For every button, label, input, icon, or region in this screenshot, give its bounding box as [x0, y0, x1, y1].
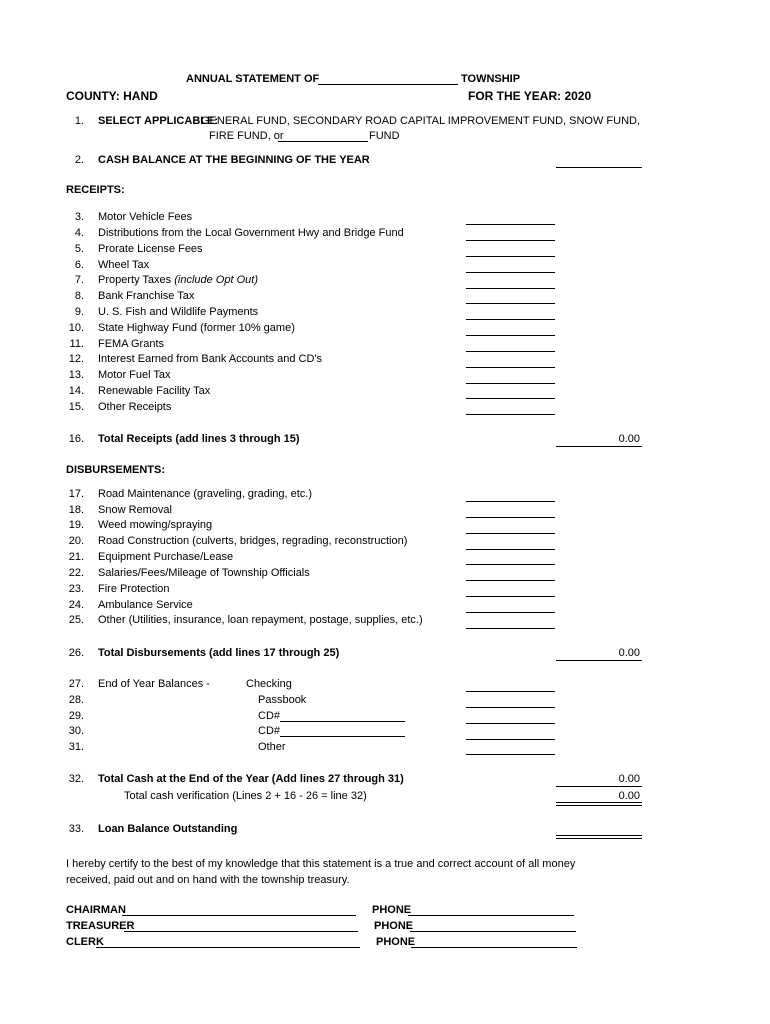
cd-number-field[interactable] — [280, 736, 405, 737]
certification-line-1: I hereby certify to the best of my knowledge that this statement is a true and correct account of all money — [66, 858, 576, 870]
line-number: 33. — [68, 823, 84, 835]
line-number: 11. — [69, 338, 84, 350]
chairman-phone-field[interactable] — [408, 915, 574, 916]
line-label: Bank Franchise Tax — [98, 290, 195, 302]
line-label: Motor Fuel Tax — [98, 369, 171, 381]
line-number: 32. — [68, 773, 84, 785]
line-number: 24. — [68, 599, 84, 611]
line-number: 14. — [68, 385, 84, 397]
clerk-signature-field[interactable] — [96, 947, 360, 948]
line-label — [98, 273, 258, 287]
amount-field[interactable] — [466, 224, 555, 225]
line-label: Other (Utilities, insurance, loan repayment, postage, supplies, etc.) — [98, 614, 423, 626]
amount-field[interactable] — [466, 288, 555, 289]
line-label: Ambulance Service — [98, 599, 193, 611]
line-label-text: Property Taxes — [98, 274, 172, 286]
line-label: Fire Protection — [98, 583, 170, 595]
line-number: 6. — [74, 259, 84, 271]
end-of-year-balances-label: End of Year Balances - — [98, 678, 210, 690]
total-receipts-value: 0.00 — [618, 433, 640, 445]
amount-field[interactable] — [466, 517, 555, 518]
total-disbursements-label: Total Disbursements (add lines 17 through 25) — [98, 647, 340, 659]
township-name-blank[interactable] — [318, 84, 458, 85]
line-label: Equipment Purchase/Lease — [98, 551, 234, 563]
checking-label: Checking — [246, 678, 292, 690]
line-number: 3. — [74, 211, 84, 223]
line-label: Road Construction (culverts, bridges, regrading, reconstruction) — [98, 535, 408, 547]
line-label: Salaries/Fees/Mileage of Township Officials — [98, 567, 310, 579]
amount-field[interactable] — [466, 501, 555, 502]
line-number: 12. — [68, 353, 84, 365]
chairman-phone-label: PHONE — [372, 904, 412, 916]
title-prefix: ANNUAL STATEMENT OF — [186, 73, 320, 85]
passbook-field[interactable] — [466, 707, 555, 708]
amount-field[interactable] — [466, 398, 555, 399]
amount-field[interactable] — [466, 612, 555, 613]
disbursements-heading: DISBURSEMENTS: — [66, 464, 166, 476]
line-number: 23. — [68, 583, 84, 595]
treasurer-phone-field[interactable] — [410, 931, 576, 932]
line-number: 27. — [68, 678, 84, 690]
amount-field[interactable] — [466, 414, 555, 415]
line-label: Motor Vehicle Fees — [98, 211, 193, 223]
line-number: 8. — [74, 290, 84, 302]
fund-suffix: FUND — [369, 130, 400, 142]
cash-balance-label: CASH BALANCE AT THE BEGINNING OF THE YEAR — [98, 154, 370, 166]
line-number: 29. — [68, 710, 84, 722]
amount-field[interactable] — [466, 596, 555, 597]
total-disbursements-underline — [556, 660, 642, 661]
other-field[interactable] — [466, 754, 555, 755]
amount-field[interactable] — [466, 351, 555, 352]
line-number: 2. — [74, 154, 84, 166]
line-number: 7. — [74, 274, 84, 286]
clerk-label: CLERK — [66, 936, 104, 948]
line-label: FEMA Grants — [98, 338, 165, 350]
line-label: State Highway Fund (former 10% game) — [98, 322, 295, 334]
line-number: 28. — [68, 694, 84, 706]
line-label: Renewable Facility Tax — [98, 385, 211, 397]
line-label: Wheel Tax — [98, 259, 150, 271]
checking-field[interactable] — [466, 691, 555, 692]
cash-balance-field[interactable] — [556, 167, 642, 168]
amount-field[interactable] — [466, 628, 555, 629]
certification-line-2: received, paid out and on hand with the township treasury. — [66, 874, 350, 886]
verification-double-underline — [556, 802, 642, 806]
line-number: 19. — [68, 519, 84, 531]
loan-balance-label: Loan Balance Outstanding — [98, 823, 238, 835]
line-label-note: (include Opt Out) — [174, 274, 258, 286]
line-number: 31. — [68, 741, 84, 753]
amount-field[interactable] — [466, 303, 555, 304]
amount-field[interactable] — [466, 335, 555, 336]
title-suffix: TOWNSHIP — [461, 73, 521, 85]
line-label: Other Receipts — [98, 401, 172, 413]
line-number: 1. — [74, 115, 84, 127]
line-number: 22. — [68, 567, 84, 579]
cd-number-field[interactable] — [280, 721, 405, 722]
total-cash-value: 0.00 — [618, 773, 640, 785]
verification-label: Total cash verification (Lines 2 + 16 - 26 = line 32) — [124, 790, 367, 802]
line-label: Weed mowing/spraying — [98, 519, 213, 531]
chairman-label: CHAIRMAN — [66, 904, 126, 916]
loan-balance-field[interactable] — [556, 835, 642, 839]
line-number: 9. — [74, 306, 84, 318]
line-number: 17. — [68, 488, 84, 500]
amount-field[interactable] — [466, 580, 555, 581]
total-receipts-underline — [556, 446, 642, 447]
select-applicable-label: SELECT APPLICABLE: — [98, 115, 218, 127]
line-number: 10. — [68, 322, 84, 334]
total-cash-underline — [556, 786, 642, 787]
amount-field[interactable] — [466, 383, 555, 384]
amount-field[interactable] — [466, 256, 555, 257]
verification-value: 0.00 — [618, 790, 640, 802]
passbook-label: Passbook — [258, 694, 307, 706]
cd-amount-field[interactable] — [466, 723, 555, 724]
total-disbursements-value: 0.00 — [618, 647, 640, 659]
amount-field[interactable] — [466, 549, 555, 550]
line-number: 15. — [68, 401, 84, 413]
line-label: Snow Removal — [98, 504, 172, 516]
amount-field[interactable] — [466, 319, 555, 320]
line-number: 4. — [74, 227, 84, 239]
line-number: 30. — [68, 725, 84, 737]
clerk-phone-label: PHONE — [376, 936, 416, 948]
treasurer-label: TREASURER — [66, 920, 135, 932]
other-label: Other — [258, 741, 286, 753]
clerk-phone-field[interactable] — [411, 947, 577, 948]
cd-amount-field[interactable] — [466, 739, 555, 740]
line-label: Distributions from the Local Government Hwy and Bridge Fund — [98, 227, 404, 239]
fund-name-blank[interactable] — [278, 141, 368, 142]
total-receipts-label: Total Receipts (add lines 3 through 15) — [98, 433, 300, 445]
fund-options-2: FIRE FUND, or — [209, 130, 284, 142]
fund-options: GENERAL FUND, SECONDARY ROAD CAPITAL IMPROVEMENT FUND, SNOW FUND, — [201, 115, 641, 127]
line-label: Interest Earned from Bank Accounts and CD's — [98, 353, 323, 365]
line-number: 20. — [68, 535, 84, 547]
amount-field[interactable] — [466, 272, 555, 273]
amount-field[interactable] — [466, 533, 555, 534]
line-label: Prorate License Fees — [98, 243, 203, 255]
line-label: Road Maintenance (graveling, grading, etc.) — [98, 488, 313, 500]
line-number: 25. — [68, 614, 84, 626]
cd-label: CD# — [258, 710, 281, 722]
county-label: COUNTY: HAND — [66, 89, 158, 103]
amount-field[interactable] — [466, 564, 555, 565]
receipts-heading: RECEIPTS: — [66, 184, 125, 196]
treasurer-phone-label: PHONE — [374, 920, 414, 932]
amount-field[interactable] — [466, 240, 555, 241]
line-number: 5. — [74, 243, 84, 255]
line-number: 18. — [68, 504, 84, 516]
total-cash-label: Total Cash at the End of the Year (Add lines 27 through 31) — [98, 773, 404, 785]
amount-field[interactable] — [466, 367, 555, 368]
line-number: 21. — [68, 551, 84, 563]
line-number: 26. — [68, 647, 84, 659]
year-label: FOR THE YEAR: 2020 — [468, 89, 592, 103]
line-label: U. S. Fish and Wildlife Payments — [98, 306, 259, 318]
chairman-signature-field[interactable] — [122, 915, 356, 916]
treasurer-signature-field[interactable] — [124, 931, 358, 932]
cd-label: CD# — [258, 725, 281, 737]
line-number: 16. — [68, 433, 84, 445]
line-number: 13. — [68, 369, 84, 381]
